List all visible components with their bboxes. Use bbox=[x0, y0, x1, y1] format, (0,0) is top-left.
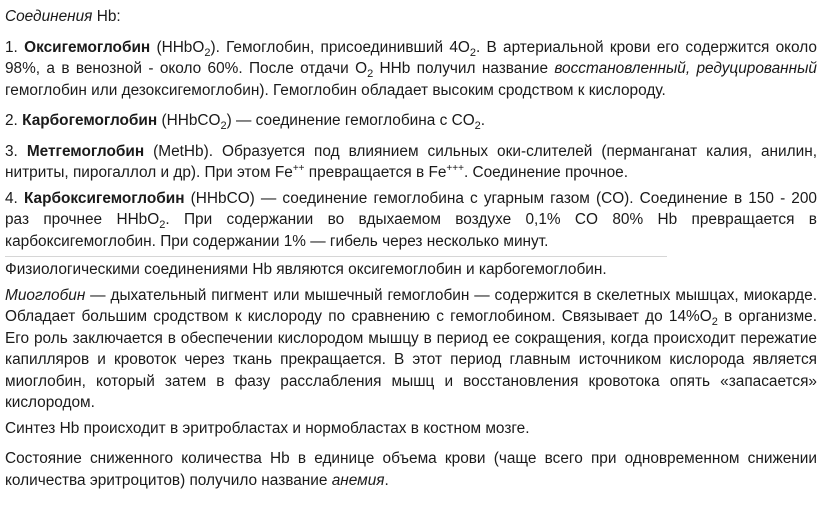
item-oxyhemoglobin: 1. Оксигемоглобин (HHbO$_2$). Гемоглобин, присоединивший $4O_2$. В артериальной крови его содержится около 98%, а в венозной - около 60%. После отдачи $O_2$ HHb получил название восстановленный, редуцированный гемоглобин или дезоксигемоглобин). Гемоглобин обладает высоким сродством к кислороду. bbox=[5, 38, 817, 99]
term-oxyhemoglobin: Оксигемоглобин bbox=[24, 38, 151, 56]
term-carboxyhemoglobin: Карбоксигемоглобин bbox=[23, 189, 185, 207]
section-heading: Соединения Hb: bbox=[5, 8, 121, 25]
term-methemoglobin: Метгемоглобин bbox=[26, 142, 145, 160]
synthesis-paragraph: Синтез Hb происходит в эритробластах и нормобластах в костном мозге. bbox=[5, 419, 530, 437]
term-carbohemoglobin: Карбогемоглобин bbox=[22, 112, 158, 129]
term-anemia: анемия bbox=[331, 471, 385, 489]
item-carbohemoglobin: 2. Карбогемоглобин (HHbCO$_2$) — соединение гемоглобина с $CO_2$. bbox=[5, 112, 486, 132]
document-body bbox=[5, 6, 817, 491]
myoglobin-paragraph: Миоглобин — дыхательный пигмент или мышечный гемоглобин — содержится в скелетных мышцах, миокарде. Обладает большим сродством к кислороду по сравнению с гемоглобином. Связывает до $14\%O_2$ в организме. Его роль заключается в обеспечении кислородом мышцу в период ее сокращения, когда происходит пережатие капилляров и кровоток через ткань прекращается. В этот период главным источником кислорода является миоглобин, который затем в фазу расслабления мышц и восстановления кровотока опять «запасается» кислородом. bbox=[5, 286, 817, 411]
divider bbox=[5, 256, 667, 257]
anemia-paragraph: Состояние сниженного количества Hb в единице объема крови (чаще всего при одновременном снижении количества эритроцитов) получило название анемия. bbox=[5, 450, 817, 489]
term-myoglobin: Миоглобин bbox=[5, 286, 86, 304]
item-methemoglobin: 3. Метгемоглобин (MetHb). Образуется под влиянием сильных оки-слителей (перманганат калия, анилин, нитриты, пирогаллол и др). При этом Fe++ превращается в Fe+++. Соединение прочное. bbox=[5, 142, 817, 181]
item-carboxyhemoglobin: 4. Карбоксигемоглобин (HHbCO) — соединение гемоглобина с угарным газом (CO). Соединение в 150 - 200 раз прочнее HHbO$_2$. При содержании во вдыхаемом воздухе 0,1% CO 80% Hb превращается в карбоксигемоглобин. При содержании 1% — гибель через несколько минут. bbox=[5, 189, 817, 250]
physiological-note: Физиологическими соединениями Hb являются оксигемоглобин и карбогемоглобин. bbox=[5, 261, 607, 278]
